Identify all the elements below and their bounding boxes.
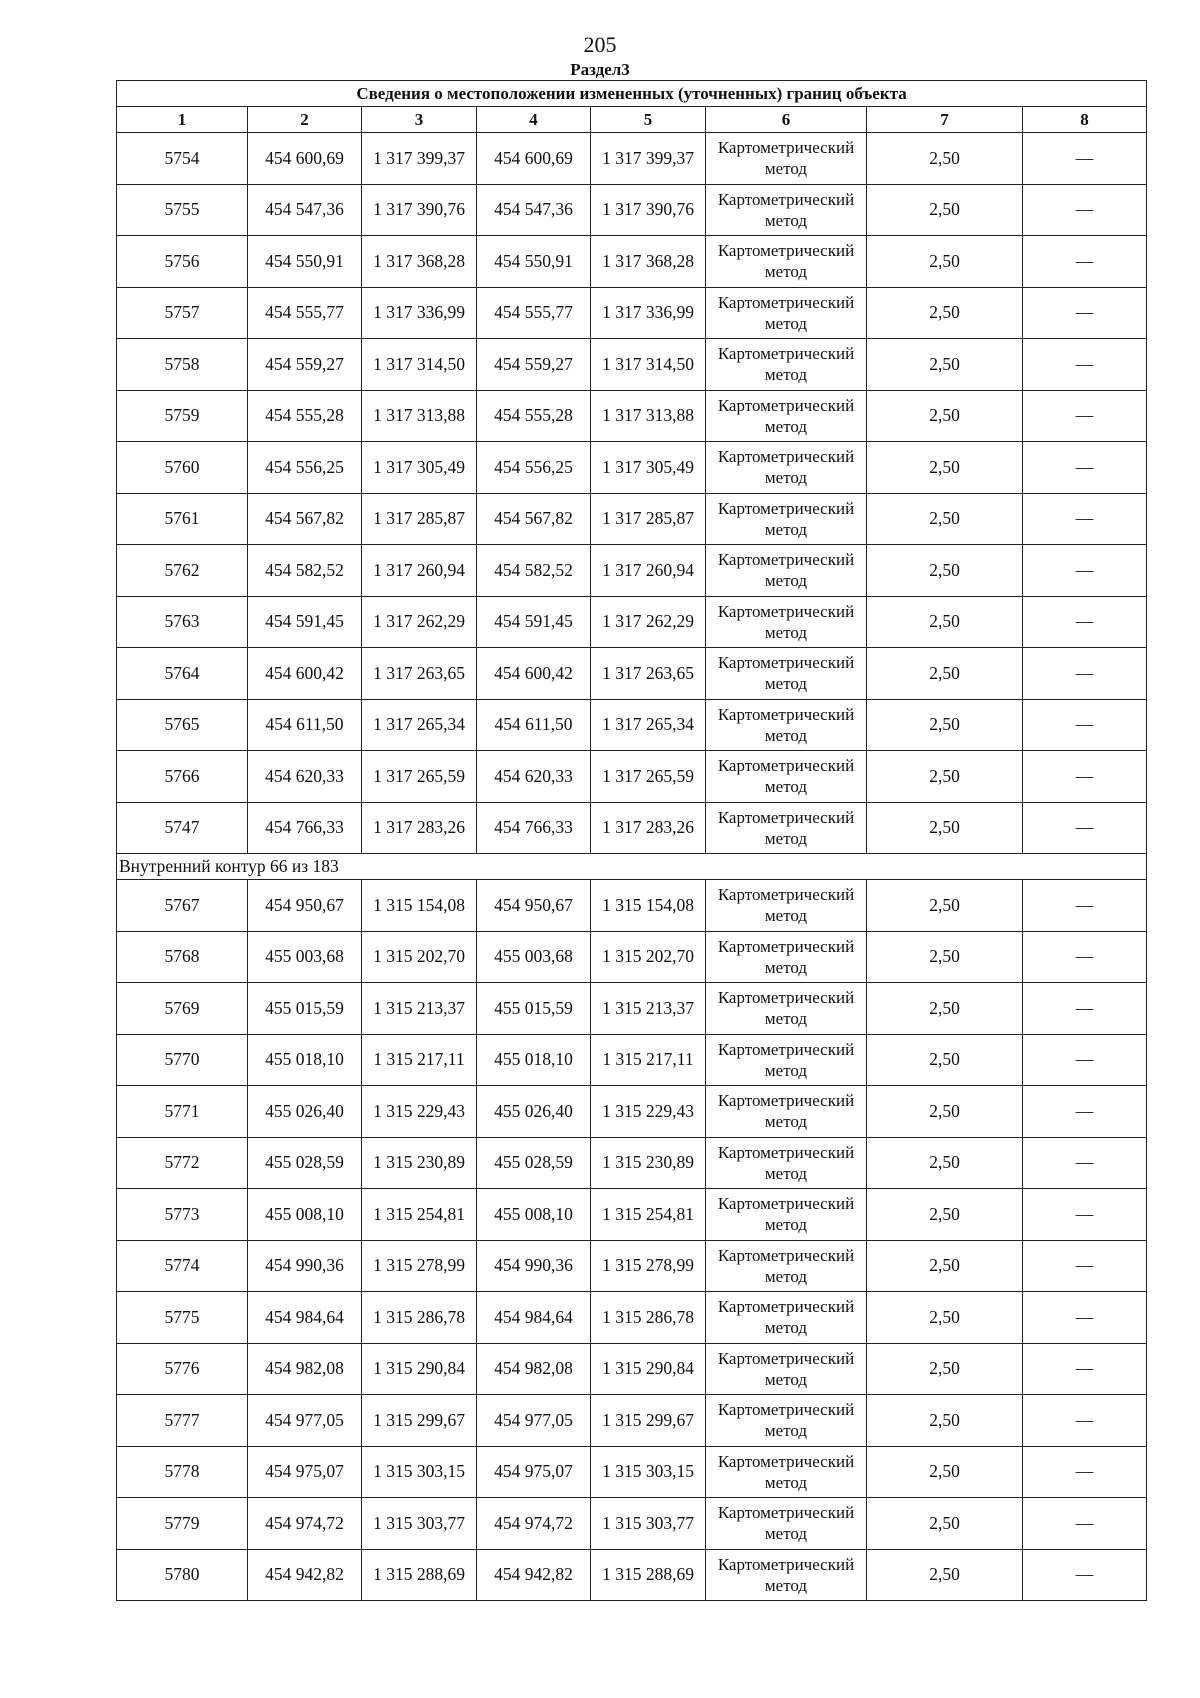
table-row — [117, 751, 1147, 803]
cell-method: Картометрический метод — [706, 133, 867, 185]
cell-x-old: 454 990,36 — [248, 1240, 362, 1292]
cell-y-new: 1 315 154,08 — [591, 880, 706, 932]
cell-accuracy: 2,50 — [867, 1034, 1023, 1086]
cell-y-old: 1 315 290,84 — [362, 1343, 477, 1395]
cell-x-old: 454 582,52 — [248, 545, 362, 597]
cell-note: — — [1023, 1240, 1147, 1292]
table-row — [117, 1498, 1147, 1550]
cell-accuracy: 2,50 — [867, 931, 1023, 983]
cell-y-old: 1 317 336,99 — [362, 287, 477, 339]
table-row — [117, 236, 1147, 288]
cell-accuracy: 2,50 — [867, 287, 1023, 339]
cell-note: — — [1023, 1292, 1147, 1344]
cell-x-old: 454 567,82 — [248, 493, 362, 545]
cell-x-new: 454 620,33 — [477, 751, 591, 803]
cell-note: — — [1023, 545, 1147, 597]
cell-x-old: 454 974,72 — [248, 1498, 362, 1550]
cell-x-old: 454 984,64 — [248, 1292, 362, 1344]
cell-note: — — [1023, 1446, 1147, 1498]
cell-y-old: 1 315 202,70 — [362, 931, 477, 983]
cell-y-new: 1 317 314,50 — [591, 339, 706, 391]
cell-x-new: 455 018,10 — [477, 1034, 591, 1086]
table-row — [117, 442, 1147, 494]
cell-y-old: 1 315 230,89 — [362, 1137, 477, 1189]
cell-x-old: 454 555,28 — [248, 390, 362, 442]
column-number: 6 — [706, 107, 867, 133]
cell-point-number: 5768 — [117, 931, 248, 983]
cell-method: Картометрический метод — [706, 931, 867, 983]
table-row — [117, 1549, 1147, 1601]
cell-x-new: 454 547,36 — [477, 184, 591, 236]
cell-accuracy: 2,50 — [867, 545, 1023, 597]
table-row — [117, 1395, 1147, 1447]
cell-note: — — [1023, 648, 1147, 700]
cell-note: — — [1023, 1137, 1147, 1189]
cell-note: — — [1023, 880, 1147, 932]
cell-method: Картометрический метод — [706, 1549, 867, 1601]
cell-y-old: 1 317 265,59 — [362, 751, 477, 803]
cell-y-old: 1 317 283,26 — [362, 802, 477, 854]
table-row — [117, 1292, 1147, 1344]
cell-x-old: 455 008,10 — [248, 1189, 362, 1241]
cell-y-old: 1 317 265,34 — [362, 699, 477, 751]
cell-x-old: 455 003,68 — [248, 931, 362, 983]
cell-x-old: 454 547,36 — [248, 184, 362, 236]
cell-y-old: 1 315 229,43 — [362, 1086, 477, 1138]
cell-note: — — [1023, 287, 1147, 339]
cell-x-new: 455 008,10 — [477, 1189, 591, 1241]
cell-x-new: 454 550,91 — [477, 236, 591, 288]
cell-method: Картометрический метод — [706, 648, 867, 700]
cell-point-number: 5777 — [117, 1395, 248, 1447]
contour-label-row — [117, 854, 1147, 880]
cell-y-old: 1 317 262,29 — [362, 596, 477, 648]
coordinates-table — [116, 80, 1147, 1601]
cell-method: Картометрический метод — [706, 236, 867, 288]
cell-y-new: 1 315 230,89 — [591, 1137, 706, 1189]
cell-y-old: 1 315 217,11 — [362, 1034, 477, 1086]
table-row — [117, 133, 1147, 185]
cell-point-number: 5767 — [117, 880, 248, 932]
cell-accuracy: 2,50 — [867, 236, 1023, 288]
cell-method: Картометрический метод — [706, 1086, 867, 1138]
cell-note: — — [1023, 133, 1147, 185]
cell-y-old: 1 315 303,15 — [362, 1446, 477, 1498]
cell-method: Картометрический метод — [706, 1446, 867, 1498]
cell-accuracy: 2,50 — [867, 493, 1023, 545]
column-number: 5 — [591, 107, 706, 133]
cell-x-new: 454 942,82 — [477, 1549, 591, 1601]
cell-x-old: 454 559,27 — [248, 339, 362, 391]
cell-note: — — [1023, 442, 1147, 494]
cell-point-number: 5775 — [117, 1292, 248, 1344]
cell-method: Картометрический метод — [706, 699, 867, 751]
cell-point-number: 5771 — [117, 1086, 248, 1138]
cell-point-number: 5754 — [117, 133, 248, 185]
cell-x-old: 454 550,91 — [248, 236, 362, 288]
cell-x-new: 455 003,68 — [477, 931, 591, 983]
cell-note: — — [1023, 1189, 1147, 1241]
cell-x-old: 454 766,33 — [248, 802, 362, 854]
cell-note: — — [1023, 236, 1147, 288]
cell-method: Картометрический метод — [706, 1189, 867, 1241]
cell-y-new: 1 315 254,81 — [591, 1189, 706, 1241]
cell-x-old: 455 028,59 — [248, 1137, 362, 1189]
cell-x-new: 454 600,69 — [477, 133, 591, 185]
cell-accuracy: 2,50 — [867, 699, 1023, 751]
cell-note: — — [1023, 1395, 1147, 1447]
page-number: 205 — [583, 32, 617, 57]
cell-point-number: 5774 — [117, 1240, 248, 1292]
cell-method: Картометрический метод — [706, 1498, 867, 1550]
cell-point-number: 5760 — [117, 442, 248, 494]
table-row — [117, 596, 1147, 648]
cell-method: Картометрический метод — [706, 390, 867, 442]
cell-note: — — [1023, 931, 1147, 983]
cell-note: — — [1023, 983, 1147, 1035]
cell-y-old: 1 317 313,88 — [362, 390, 477, 442]
cell-x-new: 454 567,82 — [477, 493, 591, 545]
cell-y-new: 1 315 213,37 — [591, 983, 706, 1035]
cell-point-number: 5776 — [117, 1343, 248, 1395]
cell-accuracy: 2,50 — [867, 1189, 1023, 1241]
table-row — [117, 648, 1147, 700]
table-row — [117, 880, 1147, 932]
cell-method: Картометрический метод — [706, 339, 867, 391]
cell-x-old: 454 977,05 — [248, 1395, 362, 1447]
cell-y-old: 1 317 305,49 — [362, 442, 477, 494]
cell-x-new: 454 990,36 — [477, 1240, 591, 1292]
cell-y-new: 1 317 399,37 — [591, 133, 706, 185]
cell-note: — — [1023, 1498, 1147, 1550]
cell-accuracy: 2,50 — [867, 596, 1023, 648]
cell-accuracy: 2,50 — [867, 1292, 1023, 1344]
table-row — [117, 1034, 1147, 1086]
column-number: 7 — [867, 107, 1023, 133]
cell-point-number: 5779 — [117, 1498, 248, 1550]
cell-y-old: 1 315 303,77 — [362, 1498, 477, 1550]
cell-x-old: 454 591,45 — [248, 596, 362, 648]
cell-y-old: 1 317 399,37 — [362, 133, 477, 185]
cell-x-new: 454 766,33 — [477, 802, 591, 854]
table-caption: Сведения о местоположении измененных (уточненных) границ объекта — [117, 81, 1147, 107]
cell-accuracy: 2,50 — [867, 880, 1023, 932]
cell-y-old: 1 315 278,99 — [362, 1240, 477, 1292]
cell-point-number: 5773 — [117, 1189, 248, 1241]
table-row — [117, 931, 1147, 983]
cell-point-number: 5766 — [117, 751, 248, 803]
cell-y-old: 1 315 299,67 — [362, 1395, 477, 1447]
cell-point-number: 5761 — [117, 493, 248, 545]
cell-method: Картометрический метод — [706, 751, 867, 803]
cell-note: — — [1023, 390, 1147, 442]
cell-accuracy: 2,50 — [867, 648, 1023, 700]
cell-accuracy: 2,50 — [867, 1446, 1023, 1498]
cell-note: — — [1023, 1034, 1147, 1086]
cell-x-new: 454 559,27 — [477, 339, 591, 391]
cell-x-new: 455 015,59 — [477, 983, 591, 1035]
column-number: 2 — [248, 107, 362, 133]
cell-note: — — [1023, 493, 1147, 545]
table-row — [117, 1240, 1147, 1292]
cell-note: — — [1023, 1549, 1147, 1601]
cell-x-new: 454 600,42 — [477, 648, 591, 700]
cell-x-new: 454 555,77 — [477, 287, 591, 339]
cell-x-old: 455 015,59 — [248, 983, 362, 1035]
cell-accuracy: 2,50 — [867, 1395, 1023, 1447]
cell-method: Картометрический метод — [706, 983, 867, 1035]
cell-x-new: 454 556,25 — [477, 442, 591, 494]
cell-x-old: 454 600,69 — [248, 133, 362, 185]
cell-accuracy: 2,50 — [867, 390, 1023, 442]
table-row — [117, 699, 1147, 751]
cell-accuracy: 2,50 — [867, 1086, 1023, 1138]
cell-point-number: 5762 — [117, 545, 248, 597]
cell-x-old: 454 975,07 — [248, 1446, 362, 1498]
cell-method: Картометрический метод — [706, 1395, 867, 1447]
table-row — [117, 1343, 1147, 1395]
cell-x-new: 455 026,40 — [477, 1086, 591, 1138]
cell-y-new: 1 315 202,70 — [591, 931, 706, 983]
cell-x-old: 454 942,82 — [248, 1549, 362, 1601]
cell-y-new: 1 317 263,65 — [591, 648, 706, 700]
cell-method: Картометрический метод — [706, 880, 867, 932]
cell-point-number: 5772 — [117, 1137, 248, 1189]
cell-accuracy: 2,50 — [867, 442, 1023, 494]
cell-y-new: 1 317 313,88 — [591, 390, 706, 442]
cell-y-new: 1 317 368,28 — [591, 236, 706, 288]
column-number: 1 — [117, 107, 248, 133]
cell-y-new: 1 315 303,77 — [591, 1498, 706, 1550]
cell-y-new: 1 317 265,59 — [591, 751, 706, 803]
cell-method: Картометрический метод — [706, 442, 867, 494]
cell-x-new: 454 984,64 — [477, 1292, 591, 1344]
cell-x-old: 454 600,42 — [248, 648, 362, 700]
contour-label: Внутренний контур 66 из 183 — [117, 854, 1147, 880]
section-label: Раздел3 — [570, 60, 630, 79]
table-row — [117, 1137, 1147, 1189]
table-body — [117, 133, 1147, 1601]
cell-x-old: 454 620,33 — [248, 751, 362, 803]
cell-note: — — [1023, 751, 1147, 803]
cell-x-old: 455 018,10 — [248, 1034, 362, 1086]
cell-y-old: 1 317 263,65 — [362, 648, 477, 700]
cell-note: — — [1023, 184, 1147, 236]
cell-note: — — [1023, 802, 1147, 854]
table-row — [117, 1086, 1147, 1138]
cell-accuracy: 2,50 — [867, 133, 1023, 185]
cell-note: — — [1023, 1343, 1147, 1395]
cell-method: Картометрический метод — [706, 596, 867, 648]
cell-point-number: 5764 — [117, 648, 248, 700]
cell-x-old: 454 555,77 — [248, 287, 362, 339]
cell-method: Картометрический метод — [706, 1034, 867, 1086]
cell-method: Картометрический метод — [706, 1137, 867, 1189]
cell-method: Картометрический метод — [706, 287, 867, 339]
cell-y-new: 1 317 262,29 — [591, 596, 706, 648]
cell-x-old: 454 982,08 — [248, 1343, 362, 1395]
cell-x-new: 454 611,50 — [477, 699, 591, 751]
cell-accuracy: 2,50 — [867, 1137, 1023, 1189]
cell-method: Картометрический метод — [706, 1240, 867, 1292]
cell-y-new: 1 317 390,76 — [591, 184, 706, 236]
cell-x-new: 454 555,28 — [477, 390, 591, 442]
table-row — [117, 802, 1147, 854]
cell-method: Картометрический метод — [706, 802, 867, 854]
cell-y-new: 1 315 303,15 — [591, 1446, 706, 1498]
cell-accuracy: 2,50 — [867, 983, 1023, 1035]
cell-y-old: 1 317 368,28 — [362, 236, 477, 288]
cell-y-old: 1 315 254,81 — [362, 1189, 477, 1241]
cell-x-old: 454 950,67 — [248, 880, 362, 932]
cell-note: — — [1023, 596, 1147, 648]
column-number-row — [117, 107, 1147, 133]
cell-point-number: 5758 — [117, 339, 248, 391]
cell-x-new: 454 975,07 — [477, 1446, 591, 1498]
cell-method: Картометрический метод — [706, 1292, 867, 1344]
cell-x-old: 454 611,50 — [248, 699, 362, 751]
cell-point-number: 5769 — [117, 983, 248, 1035]
cell-y-new: 1 315 286,78 — [591, 1292, 706, 1344]
cell-point-number: 5763 — [117, 596, 248, 648]
cell-point-number: 5759 — [117, 390, 248, 442]
cell-point-number: 5755 — [117, 184, 248, 236]
cell-accuracy: 2,50 — [867, 339, 1023, 391]
cell-y-new: 1 317 265,34 — [591, 699, 706, 751]
cell-y-old: 1 317 390,76 — [362, 184, 477, 236]
table-row — [117, 339, 1147, 391]
column-number: 3 — [362, 107, 477, 133]
cell-point-number: 5770 — [117, 1034, 248, 1086]
cell-x-new: 454 974,72 — [477, 1498, 591, 1550]
cell-y-new: 1 317 283,26 — [591, 802, 706, 854]
cell-method: Картометрический метод — [706, 493, 867, 545]
table-row — [117, 390, 1147, 442]
cell-y-new: 1 315 278,99 — [591, 1240, 706, 1292]
cell-y-old: 1 315 154,08 — [362, 880, 477, 932]
table-row — [117, 287, 1147, 339]
cell-y-new: 1 317 336,99 — [591, 287, 706, 339]
table-row — [117, 545, 1147, 597]
cell-point-number: 5780 — [117, 1549, 248, 1601]
cell-point-number: 5756 — [117, 236, 248, 288]
cell-method: Картометрический метод — [706, 545, 867, 597]
cell-x-old: 454 556,25 — [248, 442, 362, 494]
cell-y-old: 1 315 288,69 — [362, 1549, 477, 1601]
cell-y-new: 1 317 305,49 — [591, 442, 706, 494]
cell-y-new: 1 315 299,67 — [591, 1395, 706, 1447]
cell-note: — — [1023, 339, 1147, 391]
column-number: 8 — [1023, 107, 1147, 133]
table-row — [117, 1189, 1147, 1241]
table-row — [117, 983, 1147, 1035]
cell-y-new: 1 317 260,94 — [591, 545, 706, 597]
cell-y-new: 1 315 290,84 — [591, 1343, 706, 1395]
cell-x-new: 454 977,05 — [477, 1395, 591, 1447]
cell-x-new: 454 982,08 — [477, 1343, 591, 1395]
cell-note: — — [1023, 1086, 1147, 1138]
cell-point-number: 5778 — [117, 1446, 248, 1498]
cell-accuracy: 2,50 — [867, 1240, 1023, 1292]
cell-point-number: 5747 — [117, 802, 248, 854]
cell-x-old: 455 026,40 — [248, 1086, 362, 1138]
cell-y-new: 1 317 285,87 — [591, 493, 706, 545]
cell-y-old: 1 315 213,37 — [362, 983, 477, 1035]
cell-y-new: 1 315 229,43 — [591, 1086, 706, 1138]
cell-accuracy: 2,50 — [867, 1343, 1023, 1395]
cell-method: Картометрический метод — [706, 1343, 867, 1395]
cell-x-new: 454 950,67 — [477, 880, 591, 932]
table-row — [117, 184, 1147, 236]
cell-point-number: 5765 — [117, 699, 248, 751]
cell-x-new: 455 028,59 — [477, 1137, 591, 1189]
table-row — [117, 493, 1147, 545]
cell-accuracy: 2,50 — [867, 1498, 1023, 1550]
table-row — [117, 1446, 1147, 1498]
cell-point-number: 5757 — [117, 287, 248, 339]
column-number: 4 — [477, 107, 591, 133]
cell-note: — — [1023, 699, 1147, 751]
cell-x-new: 454 591,45 — [477, 596, 591, 648]
cell-accuracy: 2,50 — [867, 184, 1023, 236]
cell-accuracy: 2,50 — [867, 802, 1023, 854]
cell-accuracy: 2,50 — [867, 751, 1023, 803]
cell-accuracy: 2,50 — [867, 1549, 1023, 1601]
cell-y-new: 1 315 217,11 — [591, 1034, 706, 1086]
cell-x-new: 454 582,52 — [477, 545, 591, 597]
cell-y-old: 1 317 314,50 — [362, 339, 477, 391]
cell-method: Картометрический метод — [706, 184, 867, 236]
cell-y-old: 1 315 286,78 — [362, 1292, 477, 1344]
cell-y-new: 1 315 288,69 — [591, 1549, 706, 1601]
cell-y-old: 1 317 260,94 — [362, 545, 477, 597]
cell-y-old: 1 317 285,87 — [362, 493, 477, 545]
